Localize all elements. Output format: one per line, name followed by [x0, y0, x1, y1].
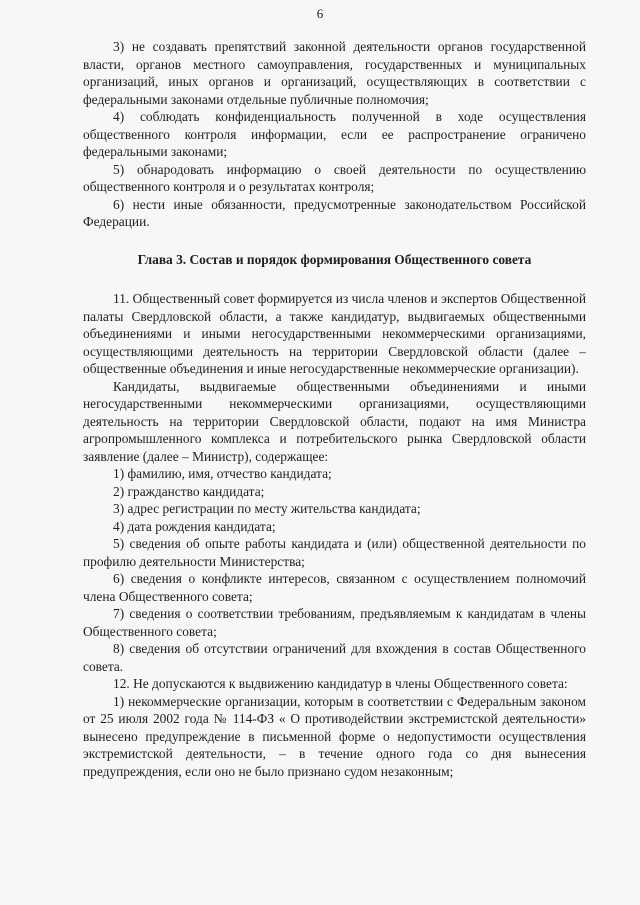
- duty-item-3: 3) не создавать препятствий законной деятельности органов государственной власти, органов местного самоуправления, государственных и муниципальных организаций, иных органов и организаций, осуществляющих в соответствии с федеральными законами отдельные публичные полномочия;: [83, 39, 586, 107]
- document-body: [83, 38, 586, 780]
- clause-11: 11. Общественный совет формируется из числа членов и экспертов Общественной палаты Свердловской области, а также кандидатур, выдвигаемых общественными объединениями и иными негосударственными некоммерческими организациями, осуществляющими деятельность на территории Свердловской области (далее – общественные объединения и иные негосударственные некоммерческие организации).: [83, 291, 586, 376]
- application-item-8: 8) сведения об отсутствии ограничений для вхождения в состав Общественного совета.: [83, 641, 586, 674]
- application-item-6: 6) сведения о конфликте интересов, связанном с осуществлением полномочий члена Общественного совета;: [83, 571, 586, 604]
- duty-item-5: 5) обнародовать информацию о своей деятельности по осуществлению общественного контроля и о результатах контроля;: [83, 161, 586, 194]
- application-item-2: 2) гражданство кандидата;: [113, 483, 265, 499]
- page-number: 6: [316, 6, 324, 21]
- application-item-5: 5) сведения об опыте работы кандидата и (или) общественной деятельности по профилю деятельности Министерства;: [83, 536, 586, 569]
- clause-12-item-1: 1) некоммерческие организации, которым в соответствии с Федеральным законом от 25 июля 2002 года № 114-ФЗ « О противодействии экстремистской деятельности» вынесено предупреждение в письменной форме о недопустимости осуществления экстремистской деятельности, – в течение одного года со дня вынесения предупреждения, если оно не было признано судом незаконным;: [83, 693, 586, 779]
- chapter-heading: Глава 3. Состав и порядок формирования Общественного совета: [137, 251, 532, 267]
- application-item-7: 7) сведения о соответствии требованиям, предъявляемым к кандидатам в члены Общественного совета;: [83, 606, 586, 639]
- application-item-3: 3) адрес регистрации по месту жительства кандидата;: [113, 501, 421, 516]
- application-item-1: 1) фамилию, имя, отчество кандидата;: [113, 466, 332, 481]
- duty-item-4: 4) соблюдать конфиденциальность полученной в ходе осуществления общественного контроля информации, если ее распространение ограничено федеральными законами;: [83, 109, 586, 159]
- application-item-4: 4) дата рождения кандидата;: [113, 518, 276, 534]
- clause-12: 12. Не допускаются к выдвижению кандидатур в члены Общественного совета:: [113, 676, 568, 691]
- candidates-intro: Кандидаты, выдвигаемые общественными объединениями и иными негосударственными некоммерческими организациями, осуществляющими деятельность на территории Свердловской области, подают на имя Министра агропромышленного комплекса и потребительского рынка Свердловской области заявление (далее – Министр), содержащее:: [83, 378, 586, 464]
- duty-item-6: 6) нести иные обязанности, предусмотренные законодательством Российской Федерации.: [83, 196, 586, 229]
